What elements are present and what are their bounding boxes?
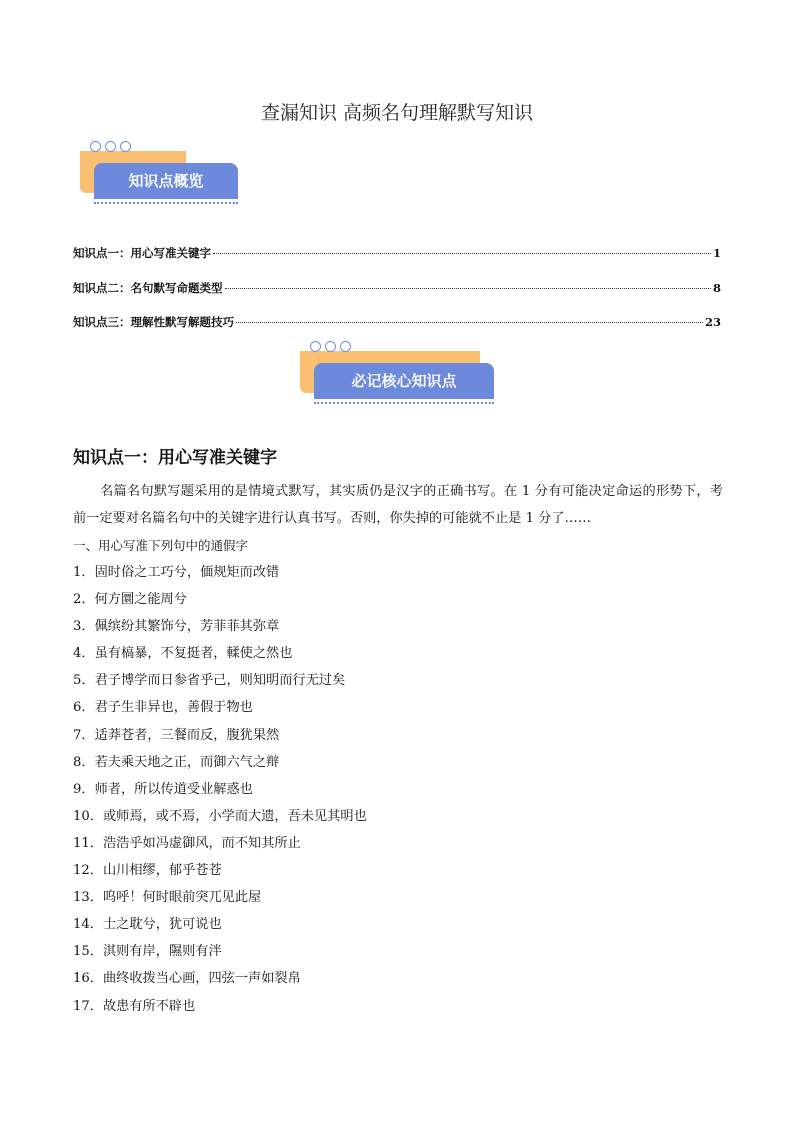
sentence-list: [73, 559, 367, 1020]
list-item: 4．虽有槁暴，不复挺者，輮使之然也: [73, 646, 293, 662]
core-knowledge-banner: [300, 341, 500, 421]
toc-leader: [225, 288, 711, 289]
ring-binder-icon: [310, 341, 351, 352]
list-item: 11．浩浩乎如冯虚御风，而不知其所止: [73, 835, 301, 851]
list-item: 9．师者，所以传道受业解惑也: [73, 781, 253, 797]
toc-leader: [236, 322, 703, 323]
ring-binder-icon: [90, 141, 131, 152]
section-heading: 知识点一：用心写准关键字: [73, 448, 277, 468]
list-item: 6．君子生非异也，善假于物也: [73, 700, 253, 716]
toc-entry-page: 23: [704, 315, 721, 329]
list-item: 3．佩缤纷其繁饰兮，芳菲菲其弥章: [73, 619, 280, 635]
banner-underline: [314, 402, 494, 404]
list-item: 10．或师焉，或不焉，小学而大遗，吾未见其明也: [73, 808, 367, 824]
toc-entry-label: 知识点三：理解性默写解题技巧: [73, 315, 234, 329]
document-title: 查漏知识 高频名句理解默写知识: [260, 102, 534, 124]
list-item: 17．故患有所不辟也: [73, 998, 196, 1014]
toc-leader: [213, 253, 711, 254]
intro-paragraph: 名篇名句默写题采用的是情境式默写，其实质仍是汉字的正确书写。在 1 分有可能决定命运的形势下，考前一定要对名篇名句中的关键字进行认真书写。否则，你失掉的可能就不止是 1 分了……: [73, 484, 723, 526]
toc-entry[interactable]: [73, 245, 721, 261]
list-item: 15．淇则有岸，隰则有泮: [73, 944, 222, 960]
list-item: 1．固时俗之工巧兮，偭规矩而改错: [73, 565, 280, 580]
banner-underline: [94, 202, 238, 204]
list-item: 2．何方圜之能周兮: [73, 592, 187, 608]
list-item: 13．呜呼！何时眼前突兀见此屋: [73, 890, 262, 906]
toc-entry[interactable]: [73, 314, 721, 330]
core-knowledge-banner-label: 必记核心知识点: [314, 363, 494, 399]
toc-entry-label: 知识点二：名句默写命题类型: [73, 281, 223, 295]
overview-banner: [80, 141, 250, 221]
list-item: 16．曲终收拨当心画，四弦一声如裂帛: [73, 971, 301, 987]
list-item: 5．君子博学而日参省乎己，则知明而行无过矣: [73, 673, 346, 689]
toc-entry-page: 1: [712, 246, 721, 260]
list-item: 7．适莽苍者，三餐而反，腹犹果然: [73, 727, 280, 743]
list-item: 14．士之耽兮，犹可说也: [73, 917, 222, 933]
list-item: 12．山川相缪，郁乎苍苍: [73, 863, 222, 879]
toc-entry-page: 8: [712, 281, 721, 295]
sub-heading: 一、用心写准下列句中的通假字: [73, 538, 249, 553]
list-item: 8．若夫乘天地之正，而御六气之辩: [73, 754, 280, 770]
overview-banner-label: 知识点概览: [94, 163, 238, 199]
toc-entry-label: 知识点一：用心写准关键字: [73, 246, 211, 260]
toc-entry[interactable]: [73, 280, 721, 296]
